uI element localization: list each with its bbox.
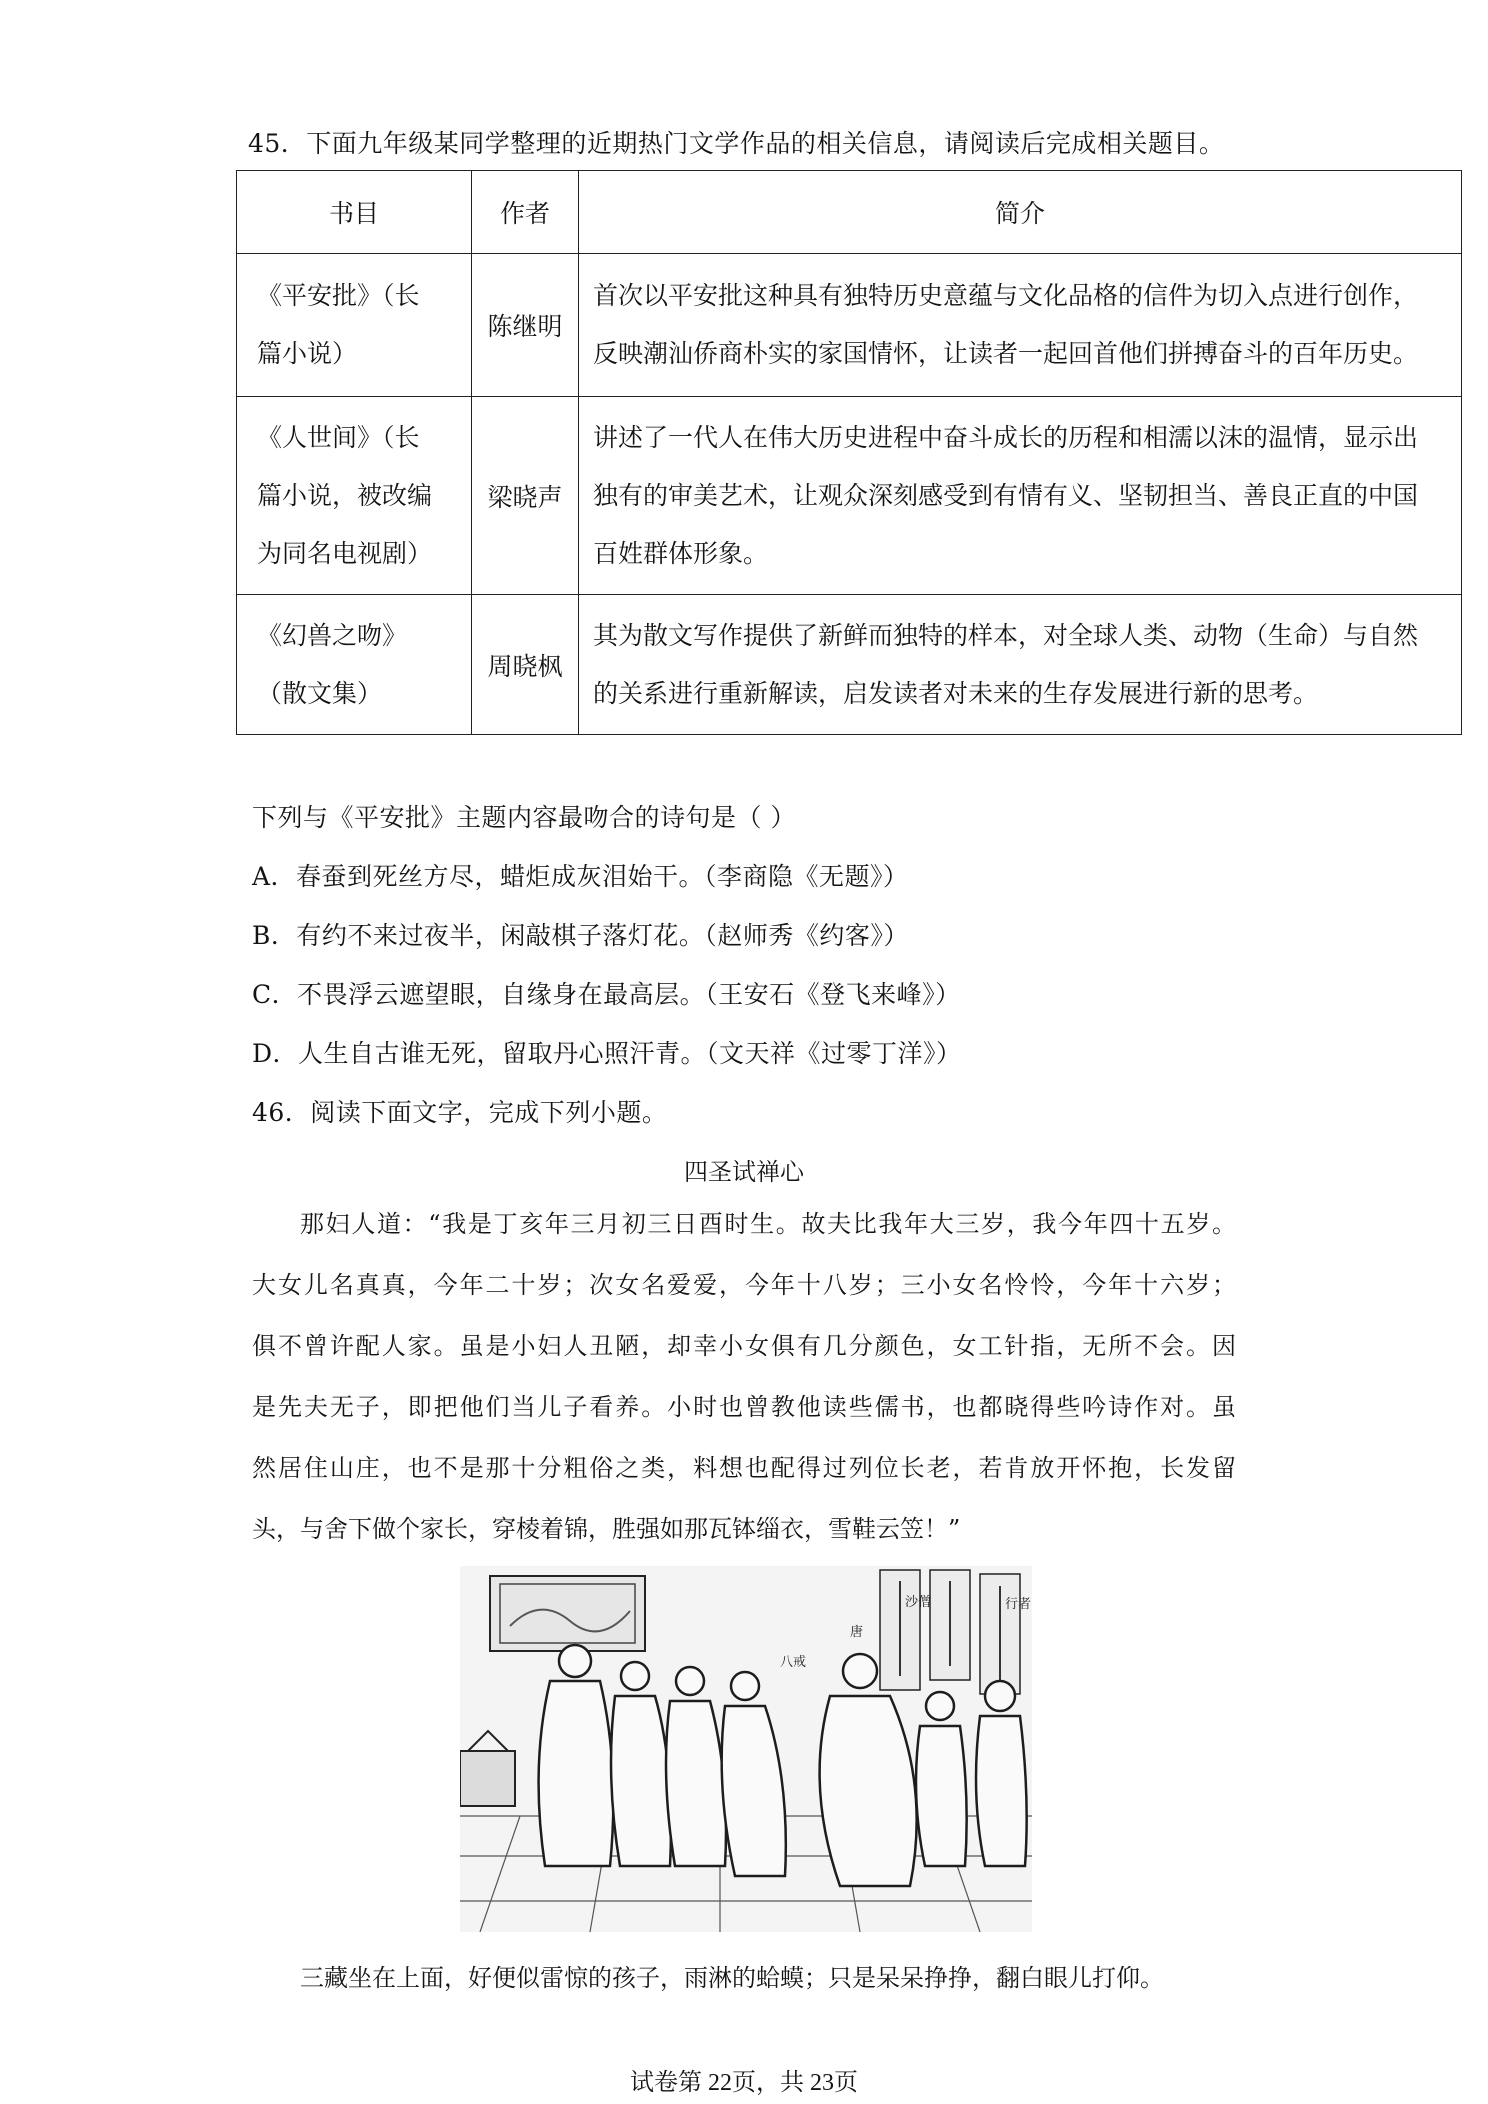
label-tang: 唐	[850, 1625, 864, 1640]
passage-line: 是先夫无子，即把他们当儿子看养。小时也曾教他读些儒书，也都晓得些吟诗作对。虽	[252, 1393, 1236, 1421]
header-book: 书目	[237, 171, 472, 254]
passage-line: 大女儿名真真，今年二十岁；次女名爱爱，今年十八岁；三小女名怜怜，今年十六岁；	[252, 1271, 1236, 1299]
passage-line: 那妇人道：“我是丁亥年三月初三日酉时生。故夫比我年大三岁，我今年四十五岁。	[300, 1210, 1236, 1238]
label-shaseng: 沙僧	[905, 1595, 932, 1610]
label-bajie: 八戒	[780, 1655, 807, 1670]
question-46-stem: 46．阅读下面文字，完成下列小题。	[252, 1098, 668, 1127]
question-45-prompt: 下列与《平安批》主题内容最吻合的诗句是（ ）	[252, 803, 796, 832]
passage-line: 俱不曾许配人家。虽是小妇人丑陋，却幸小女俱有几分颜色，女工针指，无所不会。因	[252, 1332, 1236, 1360]
header-author: 作者	[472, 171, 579, 254]
intro-cell: 其为散文写作提供了新鲜而独特的样本，对全球人类、动物（生命）与自然 的关系进行重新解读，启发读者对未来的生存发展进行新的思考。	[579, 595, 1462, 735]
option-c[interactable]: C．不畏浮云遮望眼，自缘身在最高层。（王安石《登飞来峰》）	[252, 980, 961, 1009]
book-title-cell: 《人世间》（长 篇小说，被改编 为同名电视剧）	[237, 397, 472, 595]
page-footer: 试卷第 22页，共 23页	[630, 2070, 858, 2096]
label-xingzhe: 行者	[1005, 1597, 1032, 1612]
table-header-row	[237, 171, 1462, 254]
intro-cell: 首次以平安批这种具有独特历史意蕴与文化品格的信件为切入点进行创作， 反映潮汕侨商朴实的家国情怀，让读者一起回首他们拼搏奋斗的百年历史。	[579, 254, 1462, 397]
passage-text	[252, 1194, 1236, 1560]
question-45-stem: 45．下面九年级某同学整理的近期热门文学作品的相关信息，请阅读后完成相关题目。	[248, 129, 1225, 158]
intro-cell: 讲述了一代人在伟大历史进程中奋斗成长的历程和相濡以沫的温情，显示出 独有的审美艺术，让观众深刻感受到有情有义、坚韧担当、善良正直的中国 百姓群体形象。	[579, 397, 1462, 595]
table-row	[237, 595, 1462, 735]
header-intro: 简介	[579, 171, 1462, 254]
option-a[interactable]: A．春蚕到死丝方尽，蜡炬成灰泪始干。（李商隐《无题》）	[252, 862, 909, 891]
passage-after-image: 三藏坐在上面，好便似雷惊的孩子，雨淋的蛤蟆；只是呆呆挣挣，翻白眼儿打仰。	[300, 1964, 1164, 1992]
book-title-cell: 《幻兽之吻》 （散文集）	[237, 595, 472, 735]
table-row	[237, 397, 1462, 595]
author-cell: 周晓枫	[472, 595, 579, 735]
table-row	[237, 254, 1462, 397]
passage-line: 头，与舍下做个家长，穿棱着锦，胜强如那瓦钵缁衣，雪鞋云笠！”	[252, 1515, 961, 1543]
author-cell: 陈继明	[472, 254, 579, 397]
author-cell: 梁晓声	[472, 397, 579, 595]
illustration	[460, 1566, 1032, 1932]
option-b[interactable]: B．有约不来过夜半，闲敲棋子落灯花。（赵师秀《约客》）	[252, 921, 909, 950]
book-info-table	[236, 170, 1462, 735]
passage-line: 然居住山庄，也不是那十分粗俗之类，料想也配得过列位长老，若肯放开怀抱，长发留	[252, 1454, 1236, 1482]
book-title-cell: 《平安批》（长 篇小说）	[237, 254, 472, 397]
passage-title: 四圣试禅心	[684, 1158, 804, 1186]
option-d[interactable]: D．人生自古谁无死，留取丹心照汗青。（文天祥《过零丁洋》）	[252, 1039, 962, 1068]
